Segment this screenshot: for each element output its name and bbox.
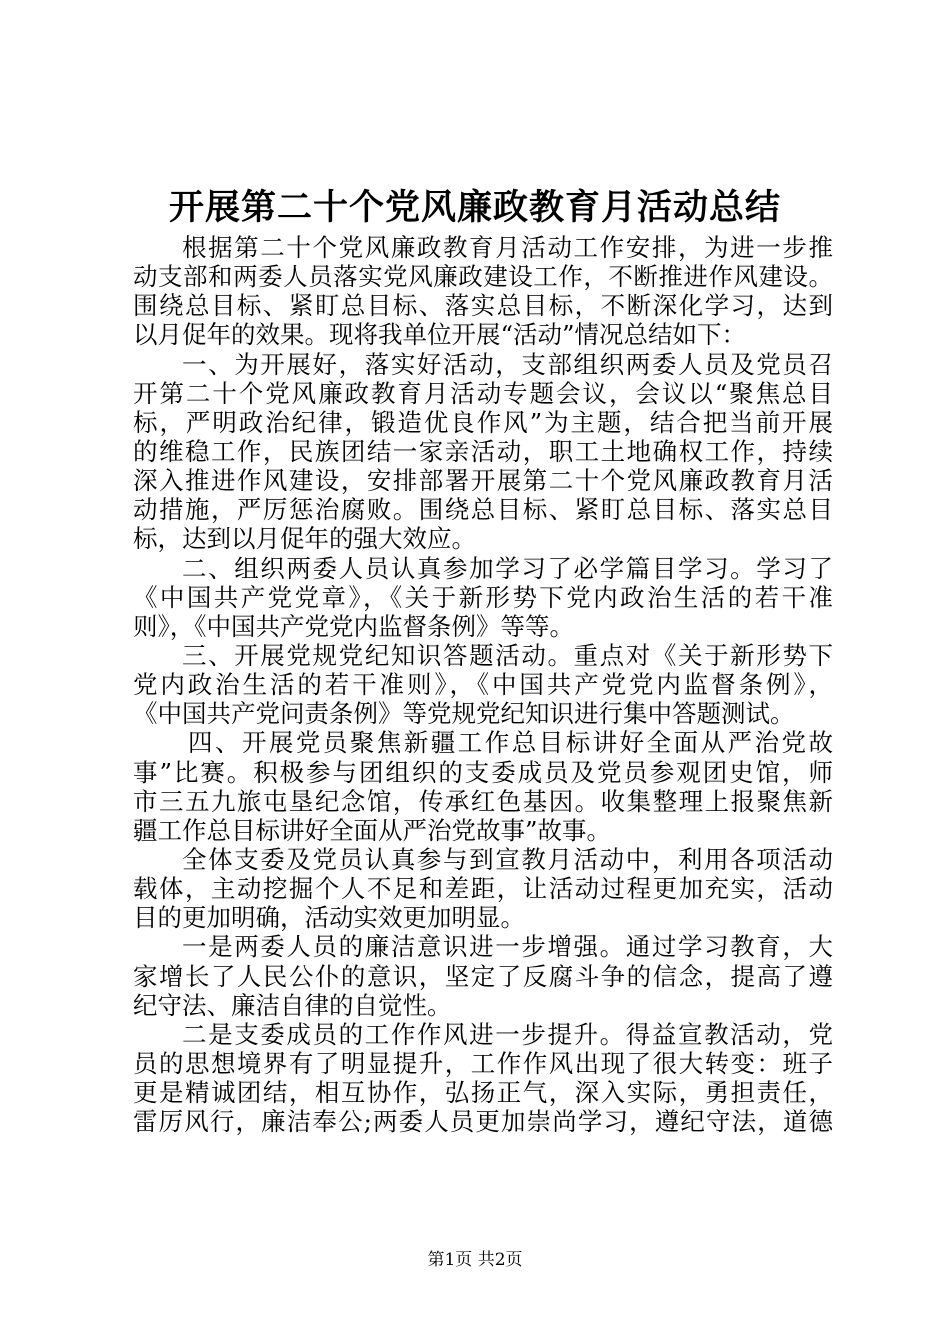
body-line: 纪守法、廉洁自律的自觉性。 <box>133 990 452 1020</box>
body-line: 标，严明政治纪律，锻造优良作风”为主题，结合把当前开展 <box>133 407 833 437</box>
body-line: 开第二十个党风廉政教育月活动专题会议，会议以“聚焦总目 <box>133 378 833 408</box>
body-line: 则》，《中国共产党党内监督条例》等等。 <box>133 611 574 641</box>
document-title: 开展第二十个党风廉政教育月活动总结 <box>168 188 781 228</box>
document-body <box>133 233 833 1136</box>
body-line: 三、开展党规党纪知识答题活动。重点对《关于新形势下 <box>182 640 833 670</box>
body-line: 二、组织两委人员认真参加学习了必学篇目学习。学习了 <box>182 553 833 583</box>
body-line: 雷厉风行，廉洁奉公;两委人员更加崇尚学习，遵纪守法，道德 <box>133 1107 833 1137</box>
body-line: 标，达到以月促年的强大效应。 <box>133 524 476 554</box>
body-line: 深入推进作风建设，安排部署开展第二十个党风廉政教育月活 <box>133 466 833 496</box>
body-line: 以月促年的效果。现将我单位开展“活动”情况总结如下： <box>133 320 747 350</box>
body-line: 党内政治生活的若干准则》，《中国共产党党内监督条例》， <box>133 670 833 700</box>
body-line: 根据第二十个党风廉政教育月活动工作安排，为进一步推 <box>182 233 833 262</box>
body-line: 市三五九旅屯垦纪念馆，传承红色基因。收集整理上报聚焦新 <box>133 786 833 816</box>
body-line: 目的更加明确，活动实效更加明显。 <box>133 903 525 933</box>
body-line: 家增长了人民公仆的意识，坚定了反腐斗争的信念，提高了遵 <box>133 961 833 991</box>
body-line: 动措施，严厉惩治腐败。围绕总目标、紧盯总目标、落实总目 <box>133 495 833 525</box>
body-line: 事”比赛。积极参与团组织的支委成员及党员参观团史馆，师 <box>133 757 833 787</box>
body-line: 围绕总目标、紧盯总目标、落实总目标，不断深化学习，达到 <box>133 291 833 321</box>
body-line: 《中国共产党党章》，《关于新形势下党内政治生活的若干准 <box>133 582 833 612</box>
body-line: 四、开展党员聚焦新疆工作总目标讲好全面从严治党故 <box>188 728 833 758</box>
body-line: 动支部和两委人员落实党风廉政建设工作，不断推进作风建设。 <box>133 262 833 292</box>
body-line: 《中国共产党问责条例》等党规党纪知识进行集中答题测试。 <box>133 699 795 729</box>
body-line: 二是支委成员的工作作风进一步提升。得益宣教活动，党 <box>182 1019 833 1049</box>
body-line: 载体，主动挖掘个人不足和差距，让活动过程更加充实，活动 <box>133 874 833 904</box>
body-line: 的维稳工作，民族团结一家亲活动，职工土地确权工作，持续 <box>133 436 833 466</box>
body-line: 全体支委及党员认真参与到宣教月活动中，利用各项活动 <box>182 844 833 874</box>
body-line: 更是精诚团结，相互协作，弘扬正气，深入实际，勇担责任， <box>133 1078 833 1108</box>
body-line: 员的思想境界有了明显提升，工作作风出现了很大转变：班子 <box>133 1048 833 1078</box>
page-number-footer: 第1页 共2页 <box>427 1250 523 1270</box>
body-line: 一是两委人员的廉洁意识进一步增强。通过学习教育，大 <box>182 932 833 962</box>
body-line: 一、为开展好，落实好活动，支部组织两委人员及党员召 <box>182 349 833 379</box>
body-line: 疆工作总目标讲好全面从严治党故事”故事。 <box>133 815 612 845</box>
